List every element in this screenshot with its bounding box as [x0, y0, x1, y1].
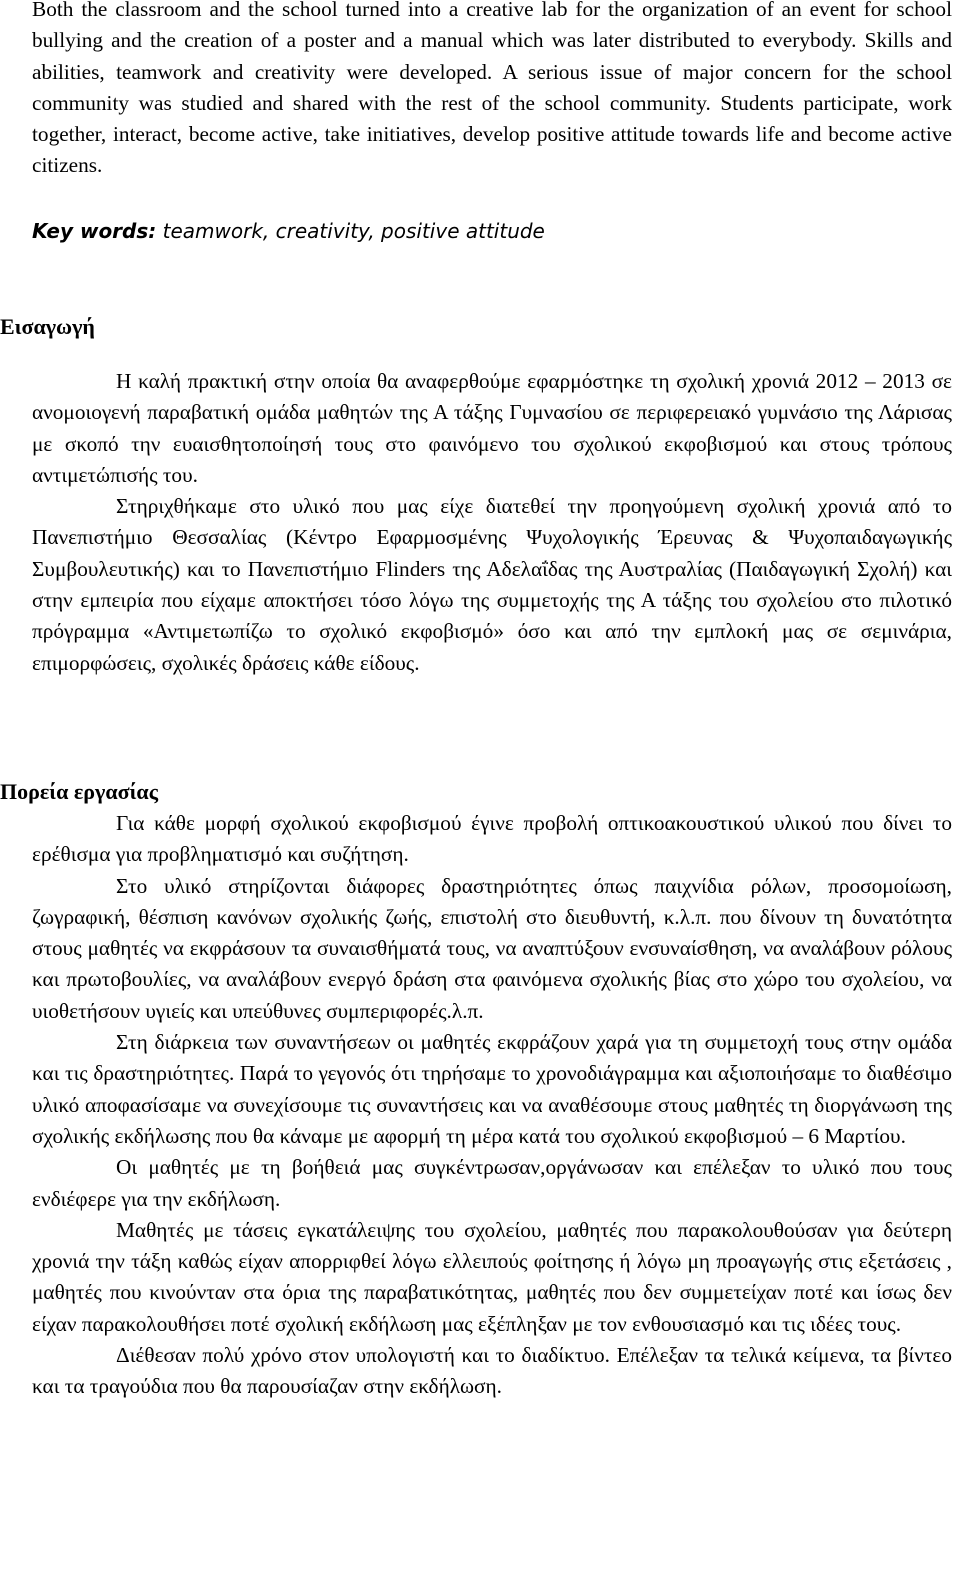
process-section-body — [0, 808, 960, 1403]
keywords-value: teamwork, creativity, positive attitude — [156, 219, 545, 243]
intro-section-body — [0, 366, 960, 679]
keywords-line — [32, 216, 545, 246]
process-paragraph-3: Στη διάρκεια των συναντήσεων οι μαθητές εκφράζουν χαρά για τη συμμετοχή τους στην ομάδα και τις δραστηριότητες. Παρά το γεγονός ότι τηρήσαμε το χρονοδιάγραμμα και αξιοποιήσαμε το διαθέσιμο υλικό αποφασίσαμε να συνεχίσουμε τις συναντήσεις και να αναθέσουμε στους μαθητές τη διοργάνωση της σχολικής εκδήλωσης που θα κάναμε με αφορμή τη μέρα κατά του σχολικού εκφοβισμού – 6 Μαρτίου. — [32, 1030, 952, 1148]
process-paragraph-1: Για κάθε μορφή σχολικού εκφοβισμού έγινε προβολή οπτικοακουστικού υλικού που δίνει το ερέθισμα για προβληματισμό και συζήτηση. — [32, 811, 952, 867]
section-heading-process: Πορεία εργασίας — [0, 779, 158, 804]
section-heading-intro: Εισαγωγή — [0, 314, 95, 339]
intro-paragraph-1: Η καλή πρακτική στην οποία θα αναφερθούμε εφαρμόστηκε τη σχολική χρονιά 2012 – 2013 σε ανομοιογενή παραβατική ομάδα μαθητών της Α τάξης Γυμνασίου σε περιφερειακό γυμνάσιο της Λάρισας με σκοπό την ευαισθητοποίησή τους στο φαινόμενο του σχολικού εκφοβισμού και στους τρόπους αντιμετώπισής του. — [32, 369, 952, 487]
process-paragraph-4: Οι μαθητές με τη βοήθειά μας συγκέντρωσαν,οργάνωσαν και επέλεξαν το υλικό που τους ενδιέφερε για την εκδήλωση. — [32, 1155, 952, 1211]
process-paragraph-5: Μαθητές με τάσεις εγκατάλειψης του σχολείου, μαθητές που παρακολουθούσαν για δεύτερη χρονιά την τάξη καθώς είχαν απορριφθεί λόγω ελλειπούς φοίτησης ή λόγω μη προαγωγής στις εξετάσεις , μαθητές που κινούνταν στα όρια της παραβατικότητας, μαθητές που δεν συμμετείχαν ποτέ και ίσως δεν είχαν παρακολουθήσει ποτέ σχολική εκδήλωση μας εξέπληξαν με τον ενθουσιασμό και τις ιδέες τους. — [32, 1217, 952, 1336]
process-paragraph-2: Στο υλικό στηρίζονται διάφορες δραστηριότητες όπως παιχνίδια ρόλων, προσομοίωση, ζωγραφική, θέσπιση κανόνων σχολικής ζωής, επιστολή στο διευθυντή, κ.λ.π. που δίνουν τη δυνατότητα στους μαθητές να εκφράσουν τα συναισθήματά τους, να αναπτύξουν ενσυναίσθηση, να αναλάβουν ρόλους και πρωτοβουλίες, να αναλάβουν ενεργό δράση στα φαινόμενα σχολικής βίας στο χώρο του σχολείου, να υιοθετήσουν υγιείς και υπεύθυνες συμπεριφορές.λ.π. — [32, 873, 952, 1023]
abstract-paragraph: Both the classroom and the school turned into a creative lab for the organization of an event for school bullying and the creation of a poster and a manual which was later distributed to everybody. Skills and abilities, teamwork and creativity were developed. A serious issue of major concern for the school community was studied and shared with the rest of the school community. Students participate, work together, interact, become active, take initiatives, develop positive attitude towards life and become active citizens. — [32, 0, 952, 178]
abstract-block — [0, 0, 960, 182]
keywords-label: Key words: — [32, 219, 157, 243]
intro-paragraph-2: Στηριχθήκαμε στο υλικό που μας είχε διατεθεί την προηγούμενη σχολική χρονιά από το Πανεπιστήμιο Θεσσαλίας (Κέντρο Εφαρμοσμένης Ψυχολογικής Έρευνας & Ψυχοπαιδαγωγικής Συμβουλευτικής) και το Πανεπιστήμιο Flinders της Αδελαΐδας της Αυστραλίας (Παιδαγωγική Σχολή) και στην εμπειρία που είχαμε αποκτήσει τόσο λόγω της συμμετοχής της Α τάξης του σχολείου στο πιλοτικό πρόγραμμα «Αντιμετωπίζω το σχολικό εκφοβισμό» όσο και από την εμπλοκή μας σε σεμινάρια, επιμορφώσεις, σχολικές δράσεις κάθε είδους. — [32, 494, 952, 675]
process-paragraph-6: Διέθεσαν πολύ χρόνο στον υπολογιστή και το διαδίκτυο. Επέλεξαν τα τελικά κείμενα, τα βίντεο και τα τραγούδια που θα παρουσίαζαν στην εκδήλωση. — [32, 1343, 952, 1399]
